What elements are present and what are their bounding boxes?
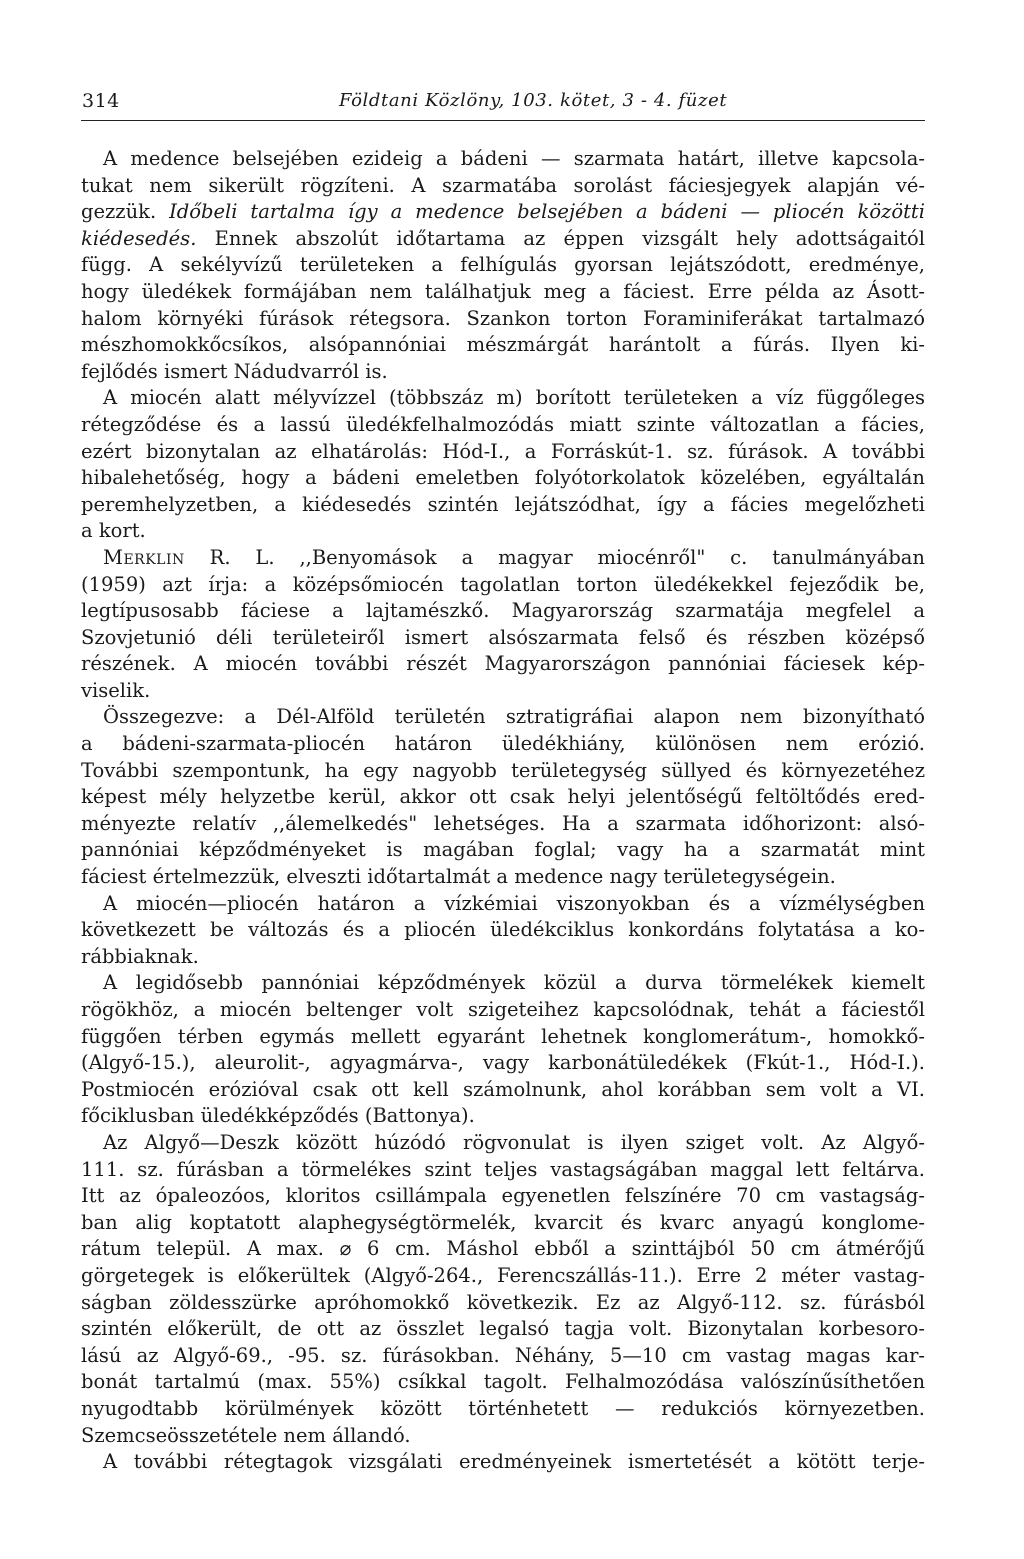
text-line: fáciest értelmezzük, elveszti időtartalmát a medence nagy területegységein. bbox=[81, 865, 836, 889]
text-line: függ. A sekélyvízű területeken a felhígulás gyorsan lejátszódott, eredménye, bbox=[81, 253, 925, 277]
journal-title: Földtani Közlöny, 103. kötet, 3 - 4. füzet bbox=[339, 90, 728, 111]
text-line: mészhomokkőcsíkos, alsópannóniai mészmárgát harántolt a fúrás. Ilyen ki- bbox=[81, 333, 925, 357]
text-line: hogy üledékek formájában nem találhatjuk meg a fáciest. Erre példa az Ásott- bbox=[81, 279, 925, 303]
text-line: következett be változás és a pliocén üledékciklus konkordáns folytatása a ko- bbox=[81, 918, 925, 942]
page-number: 314 bbox=[82, 90, 120, 112]
paragraph bbox=[81, 704, 925, 890]
text-line: rátum települ. A max. ⌀ 6 cm. Máshol ebből a szinttájból 50 cm átmérőjű bbox=[81, 1237, 925, 1261]
text-line: tukat nem sikerült rögzíteni. A szarmatába sorolást fáciesjegyek alapján vé- bbox=[81, 173, 925, 197]
text-line: További szempontunk, ha egy nagyobb területegység süllyed és környezetéhez bbox=[81, 758, 925, 782]
text-line: legtípusosabb fáciese a lajtamészkő. Magyarország szarmatája megfelel a bbox=[81, 599, 925, 623]
text-line bbox=[81, 226, 925, 253]
text-line: függően térben egymás mellett egyaránt lehetnek konglomerátum-, homokkő- bbox=[81, 1024, 925, 1048]
text-line: szintén előkerült, de ott az összlet legalsó tagja volt. Bizonytalan korbesoro- bbox=[81, 1317, 925, 1341]
text-line: (1959) azt írja: a középsőmiocén tagolatlan torton üledékekkel fejeződik be, bbox=[81, 572, 925, 596]
text-line: rögökhöz, a miocén beltenger volt szigeteihez kapcsolódnak, tehát a fáciestől bbox=[81, 998, 925, 1021]
text-line: 111. sz. fúrásban a törmelékes szint teljes vastagságában maggal lett feltárva. bbox=[81, 1157, 925, 1181]
italic-text: kiédesedés. bbox=[81, 226, 197, 250]
text-line: (Algyő-15.), aleurolit-, agyagmárva-, vagy karbonátüledékek (Fkút-1., Hód-I.). bbox=[81, 1051, 925, 1075]
text-span: Ennek abszolút időtartama az éppen vizsgált hely adottságaitól bbox=[214, 226, 926, 250]
text-line: rétegződése és a lassú üledékfelhalmozódás miatt szinte változatlan a fácies, bbox=[81, 412, 925, 436]
italic-text: Időbeli tartalma így a medence belsejében a bádeni — pliocén közötti bbox=[169, 200, 925, 224]
text-line: halom környéki fúrások rétegsora. Szankon torton Foraminiferákat tartalmazó bbox=[81, 306, 925, 330]
text-line: hibalehetőség, hogy a bádeni emeletben folyótorkolatok közelében, egyáltalán bbox=[81, 466, 925, 490]
text-line: a bádeni-szarmata-pliocén határon üledékhiány, különösen nem erózió. bbox=[81, 732, 925, 756]
text-line: nyugodtabb körülmények között történhetett — redukciós környezetben. bbox=[81, 1396, 925, 1420]
text-line: peremhelyzetben, a kiédesedés szintén lejátszódhat, így a fácies megelőzheti bbox=[81, 492, 925, 516]
text-line: részének. A miocén további részét Magyarországon pannóniai fáciesek kép- bbox=[81, 652, 925, 676]
text-line: képest mély helyzetbe kerül, akkor ott csak helyi jelentőségű feltöltődés ered- bbox=[81, 785, 925, 809]
text-line: A medence belsejében ezideig a bádeni — szarmata határt, illetve kapcsola- bbox=[103, 147, 925, 170]
paragraph bbox=[81, 970, 925, 1130]
running-header bbox=[81, 88, 925, 121]
text-line: A miocén alatt mélyvízzel (többszáz m) borított területeken a víz függőleges bbox=[103, 386, 925, 410]
text-line: Szemcseösszetétele nem állandó. bbox=[81, 1423, 411, 1447]
text-line: rábbiaknak. bbox=[81, 944, 199, 968]
text-line: ményezte relatív ,,álemelkedés" lehetséges. Ha a szarmata időhorizont: alsó- bbox=[81, 811, 925, 835]
text-line: Az Algyő—Deszk között húzódó rögvonulat is ilyen sziget volt. Az Algyő- bbox=[103, 1130, 925, 1154]
text-line: Szovjetunió déli területeiről ismert alsószarmata felső és részben középső bbox=[81, 625, 925, 649]
paragraph bbox=[81, 146, 925, 385]
text-line: Postmiocén erózióval csak ott kell számolnunk, ahol korábban sem volt a VI. bbox=[81, 1077, 925, 1101]
text-line: lású az Algyő-69., -95. sz. fúrásokban. Néhány, 5—10 cm vastag magas kar- bbox=[81, 1343, 925, 1367]
paragraph bbox=[81, 385, 925, 545]
text-line: A legidősebb pannóniai képződmények közül a durva törmelékek kiemelt bbox=[103, 971, 925, 995]
paragraph bbox=[81, 545, 925, 705]
text-line: főciklusban üledékképződés (Battonya). bbox=[81, 1104, 475, 1128]
text-line bbox=[81, 545, 925, 572]
text-line: ságban zöldesszürke apróhomokkő következik. Ez az Algyő-112. sz. fúrásból bbox=[81, 1290, 925, 1314]
text-line: A miocén—pliocén határon a vízkémiai viszonyokban és a vízmélységben bbox=[103, 891, 925, 915]
text-span: gezzük. bbox=[81, 200, 170, 224]
text-line: fejlődés ismert Nádudvarról is. bbox=[81, 359, 388, 383]
text-line: Összegezve: a Dél-Alföld területén sztratigráfiai alapon nem bizonyítható bbox=[103, 705, 925, 729]
text-line: görgetegek is előkerültek (Algyő-264., Ferencszállás-11.). Erre 2 méter vastag- bbox=[81, 1263, 925, 1287]
text-line: a kort. bbox=[81, 519, 146, 543]
text-line: bonát tartalmú (max. 55%) csíkkal tagolt. Felhalmozódása valószínűsíthetően bbox=[81, 1370, 925, 1394]
paragraph bbox=[81, 1130, 925, 1449]
text-line: Itt az ópaleozóos, kloritos csillámpala egyenetlen felszínére 70 cm vastagság- bbox=[81, 1184, 925, 1208]
text-line: A további rétegtagok vizsgálati eredményeinek ismertetését a kötött terje- bbox=[103, 1450, 925, 1474]
author-name: Merklin bbox=[103, 545, 185, 569]
text-line: pannóniai képződményeket is magában foglal; vagy ha a szarmatát mint bbox=[81, 838, 925, 862]
text-span: R. L. ,,Benyomások a magyar miocénről" c. tanulmányában bbox=[184, 545, 925, 569]
text-line: ezért bizonytalan az elhatárolás: Hód-I., a Forráskút-1. sz. fúrások. A további bbox=[81, 439, 925, 463]
paragraph bbox=[81, 1449, 925, 1476]
paragraph bbox=[81, 891, 925, 971]
body-text bbox=[81, 146, 925, 1476]
text-line: viselik. bbox=[81, 678, 151, 702]
text-line: ban alig koptatott alaphegységtörmelék, kvarcit és kvarc anyagú konglome- bbox=[81, 1210, 925, 1234]
text-line bbox=[81, 199, 925, 226]
